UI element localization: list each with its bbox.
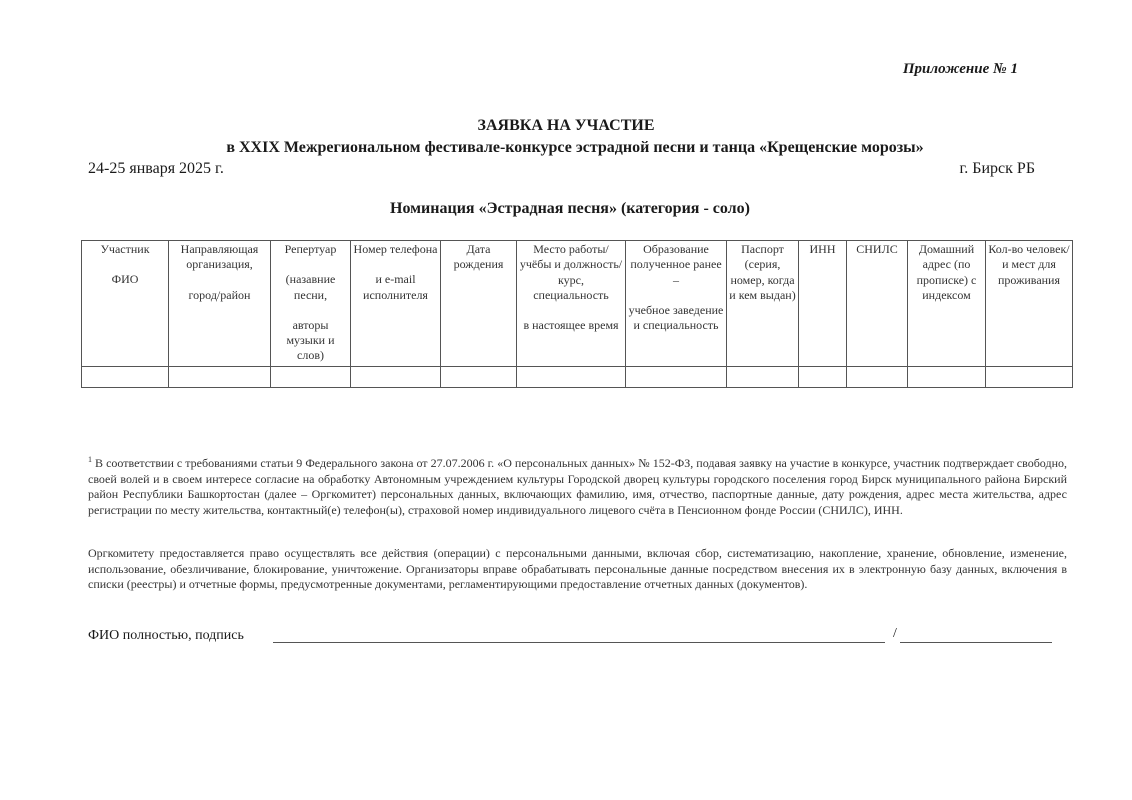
footnote-marker: 1 xyxy=(88,455,92,464)
signature-separator: / xyxy=(893,626,897,641)
application-table xyxy=(81,240,1073,388)
column-header xyxy=(82,241,169,367)
table-cell-input[interactable] xyxy=(727,367,799,388)
table-cell-input[interactable] xyxy=(517,367,626,388)
column-header xyxy=(986,241,1073,367)
table-row xyxy=(82,367,1073,388)
column-header xyxy=(799,241,847,367)
table-cell-input[interactable] xyxy=(441,367,517,388)
event-date: 24-25 января 2025 г. xyxy=(88,160,224,177)
column-header xyxy=(908,241,986,367)
column-header-line: ИНН xyxy=(809,242,836,256)
table-cell-input[interactable] xyxy=(351,367,441,388)
table-header-row xyxy=(82,241,1073,367)
document-subtitle: в XXIX Межрегиональном фестивале-конкурсе эстрадной песни и танца «Крещенские морозы» xyxy=(226,139,924,156)
nomination-heading: Номинация «Эстрадная песня» (категория - соло) xyxy=(390,200,750,217)
column-header-line: город/район xyxy=(188,287,251,302)
column-header-line: Номер телефона xyxy=(353,242,438,256)
table-cell-input[interactable] xyxy=(169,367,271,388)
column-header-line: Образование полученное ранее – xyxy=(630,242,722,287)
column-header-line: (назавние песни, xyxy=(285,272,336,302)
column-header-line: Домашний адрес (по прописке) с индексом xyxy=(916,242,977,302)
column-header-line: Направляющая организация, xyxy=(180,242,259,272)
column-header xyxy=(271,241,351,367)
column-header xyxy=(847,241,908,367)
column-header-line: Дата рождения xyxy=(453,242,504,272)
signature-field[interactable] xyxy=(900,642,1052,643)
table-cell-input[interactable] xyxy=(271,367,351,388)
table-cell-input[interactable] xyxy=(986,367,1073,388)
column-header-line: учебное заведение и специальность xyxy=(628,302,724,333)
column-header-line: Участник xyxy=(100,242,150,256)
column-header-line xyxy=(519,303,623,318)
table-cell-input[interactable] xyxy=(799,367,847,388)
table-cell-input[interactable] xyxy=(82,367,169,388)
column-header-line: СНИЛС xyxy=(856,242,898,256)
signature-label: ФИО полностью, подпись xyxy=(88,628,244,643)
document-title: ЗАЯВКА НА УЧАСТИЕ xyxy=(477,117,655,134)
column-header xyxy=(626,241,727,367)
column-header-line: Репертуар xyxy=(284,242,337,256)
appendix-label: Приложение № 1 xyxy=(902,61,1018,77)
column-header-line: авторы музыки и слов) xyxy=(286,317,335,363)
signature-name-field[interactable] xyxy=(273,642,885,643)
table-cell-input[interactable] xyxy=(847,367,908,388)
column-header-line xyxy=(273,303,348,318)
column-header xyxy=(351,241,441,367)
column-header xyxy=(517,241,626,367)
column-header-line xyxy=(171,273,268,288)
column-header-line xyxy=(84,257,166,272)
table-cell-input[interactable] xyxy=(626,367,727,388)
footnote-text: В соответствии с требованиями статьи 9 Федерального закона от 27.07.2006 г. «О персональных данных» № 152-ФЗ, подавая заявку на участие в конкурсе, участник подтверждает свободно, своей волей и в своем интересе согласие на обработку Автономным учреждением культуры Городской дворец культуры городского поселения город Бирск муниципального района Бирский район Республики Башкортостан (далее – Оргкомитет) персональных данных, включающих фамилию, имя, отчество, паспортные данные, дату рождения, адрес места жительства, адрес регистрации по месту жительства, контактный(е) телефон(ы), страховой номер индивидуального лицевого счёта в Пенсионном фонде России (СНИЛС), ИНН. xyxy=(88,456,1067,517)
column-header-line: Кол-во человек/ и мест для проживания xyxy=(988,242,1070,287)
column-header-line xyxy=(353,257,438,272)
footnote-consent xyxy=(88,452,1067,518)
column-header-line: и e-mail исполнителя xyxy=(363,272,428,302)
column-header-line xyxy=(273,257,348,272)
table-cell-input[interactable] xyxy=(908,367,986,388)
column-header-line: ФИО xyxy=(111,272,139,287)
column-header xyxy=(169,241,271,367)
organizer-rights-paragraph: Оргкомитету предоставляется право осуществлять все действия (операции) с персональными данными, включая сбор, систематизацию, накопление, хранение, обновление, изменение, использование, обезличивание, блокирование, уничтожение. Организаторы вправе обрабатывать персональные данные посредством внесения их в электронную базу данных, включения в списки (реестры) и отчетные формы, предусмотренные документами, регламентирующими предоставление отчетных данных (документов). xyxy=(88,546,1067,592)
column-header-line: Место работы/учёбы и должность/курс, специальность xyxy=(519,242,623,302)
column-header xyxy=(727,241,799,367)
event-city: г. Бирск РБ xyxy=(959,160,1035,177)
column-header-line: Паспорт (серия, номер, когда и кем выдан) xyxy=(729,242,796,302)
column-header-line: в настоящее время xyxy=(523,318,619,333)
column-header-line xyxy=(628,288,724,303)
column-header xyxy=(441,241,517,367)
